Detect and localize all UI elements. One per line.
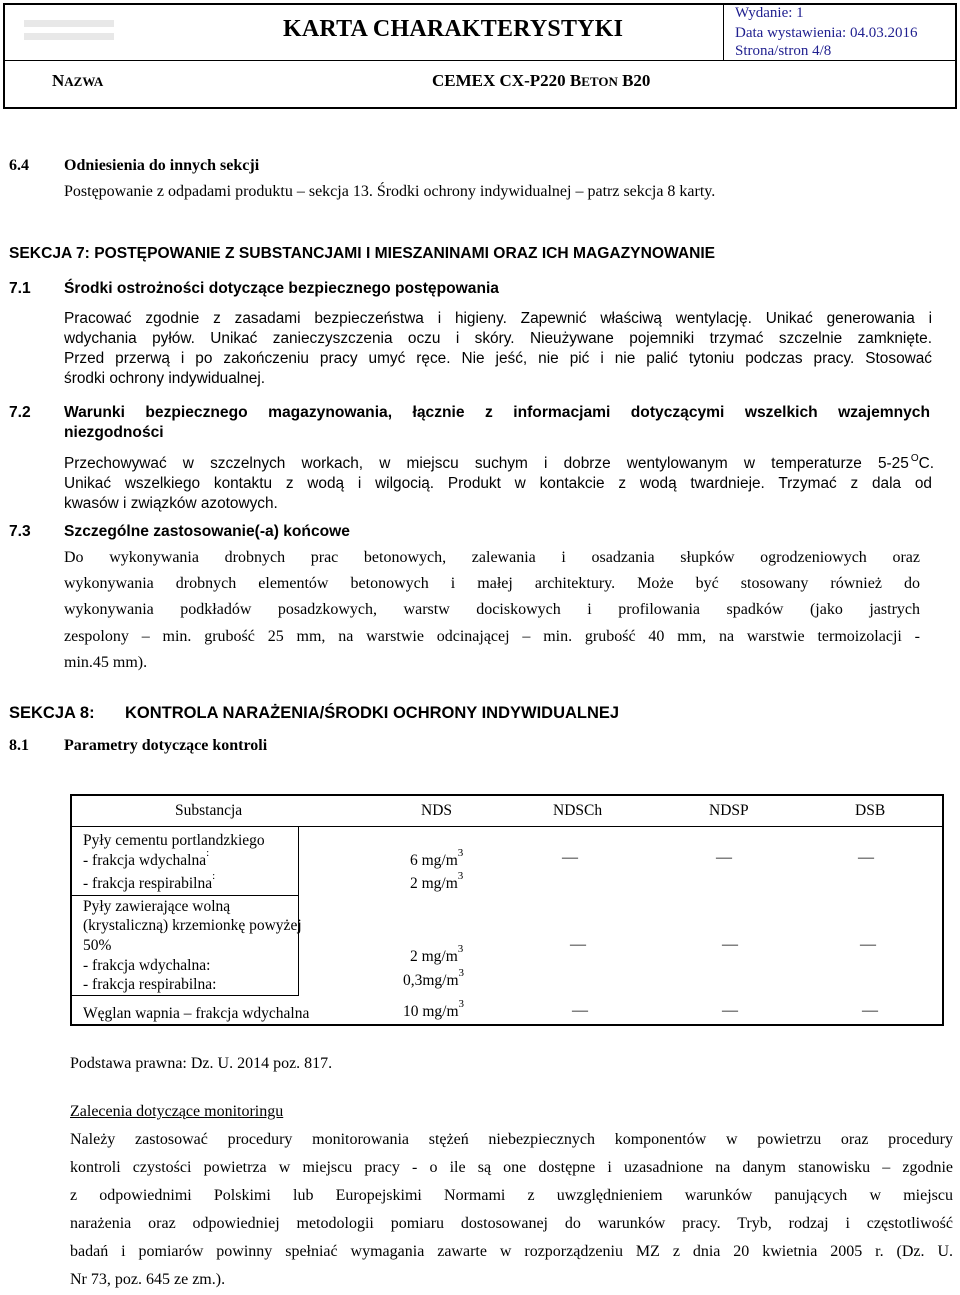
ndsch-value: — [562,849,578,866]
issue-date: Data wystawienia: 04.03.2016 [735,25,918,41]
nds-value: 10 $mg/m^3$ [403,998,465,1020]
substance-fraction: - frakcja respirabilna: [83,870,216,892]
section-8-heading-title: KONTROLA NARAŻENIA/ŚRODKI OCHRONY INDYWIDUALNEJ [125,704,620,722]
monitoring-title: Zalecenia dotyczące monitoringu [70,1103,284,1120]
monitoring-line: narażenia oraz odpowiedniej metodologii pomiaru dostosowanej do warunków pracy. Tryb, rodzaj i częstotliwość [70,1215,953,1232]
monitoring-line: Nr 73, poz. 645 ze zm.). [70,1271,226,1288]
section-7-1-number: 7.1 [9,280,31,297]
section-7-3-line: wykonywania drobnych elementów betonowych i małej architektury. Może być stosowany również do [64,575,920,592]
ndsp-value: — [716,849,732,866]
ndsch-value: — [572,1002,588,1019]
section-8-1-title: Parametry dotyczące kontroli [64,737,268,754]
section-7-2-line: Unikać wszelkiego kontaktu z wodą i wilgocią. Produkt w kontakcie z wodą twardnieje. Trzymać z dala od [64,475,932,492]
table-header-ndsp: NDSP [709,802,749,819]
dsb-value: — [860,936,876,953]
section-7-3-line: wykonywania podkładów posadzkowych, warstw dociskowych i profilowania spadków (jako jastrych [64,601,920,618]
section-8-heading-number: SEKCJA 8: [9,704,95,722]
section-7-1-line: środki ochrony indywidualnej. [64,370,266,387]
section-7-2-title-cont: niezgodności [64,424,164,441]
section-7-2-line: kwasów i związków azotowych. [64,495,278,512]
section-7-3-line: zespolony – min. grubość 25 mm, na warstwie odcinającej – min. grubość 40 mm, na warstwie termoizolacji - [64,628,920,645]
table-header-ndsch: NDSCh [553,802,603,819]
monitoring-line: kontroli czystości powietrza w miejscu pracy - o ile są one dostępne i uzasadnione na danym stanowisku – zgodnie [70,1159,953,1176]
dsb-value: — [862,1002,878,1019]
monitoring-line: z odpowiednimi Polskimi lub Europejskimi Normami z uwzględnieniem warunków panujących w miejscu [70,1187,953,1204]
substance-name: Pyły zawierające wolną [83,898,231,915]
substance-name: 50% [83,937,112,954]
page-number: Strona/stron 4/8 [735,43,832,59]
table-header-dsb: DSB [855,802,886,819]
section-6-4-title: Odniesienia do innych sekcji [64,157,260,174]
section-7-3-number: 7.3 [9,523,31,540]
section-6-4-text: Postępowanie z odpadami produktu – sekcja 13. Środki ochrony indywidualnej – patrz sekcja 8 karty. [64,183,716,200]
section-7-2-title: Warunki bezpiecznego magazynowania, łącznie z informacjami dotyczącymi wszelkich wzajemnych [64,404,930,421]
product-name: CEMEX CX-P220 BETON B20 [432,71,651,90]
ndsch-value: — [570,936,586,953]
nds-value: $0,3mg/m^3$ [403,967,465,989]
company-logo [10,14,130,50]
name-label: NAZWA [52,71,104,90]
dsb-value: — [858,849,874,866]
section-7-heading: SEKCJA 7: POSTĘPOWANIE Z SUBSTANCJAMI I MIESZANINAMI ORAZ ICH MAGAZYNOWANIE [9,245,716,262]
ndsp-value: — [722,1002,738,1019]
substance-fraction: - frakcja respirabilna: [83,976,217,993]
substance-name: Pyły cementu portlandzkiego [83,832,265,849]
legal-basis: Podstawa prawna: Dz. U. 2014 poz. 817. [70,1055,333,1072]
section-7-1-title: Środki ostrożności dotyczące bezpiecznego postępowania [64,280,499,297]
section-7-2-number: 7.2 [9,404,31,421]
nds-value: 6 $mg/m^3$ [410,847,464,869]
section-7-1-line: wdychania pyłów. Unikać zanieczyszczenia oczu i skóry. Nieużywane pojemniki trzymać szczelnie zamknięte. [64,330,932,347]
section-7-3-title: Szczególne zastosowanie(-a) końcowe [64,523,350,540]
monitoring-line: badań i pomiarów powinny spełniać wymagania zawarte w rozporządzeniu MZ z dnia 20 kwietnia 2005 r. (Dz. U. [70,1243,953,1260]
section-7-1-line: Przed przerwą i po zakończeniu pracy umyć ręce. Nie jeść, nie pić i nie palić tytoniu podczas pracy. Stosować [64,350,932,367]
section-8-1-number: 8.1 [9,737,29,754]
substance-name: (krystaliczną) krzemionkę powyżej [83,917,302,934]
section-7-3-line: Do wykonywania drobnych prac betonowych, zalewania i osadzania słupków ogrodzeniowych oraz [64,549,920,566]
document-title: KARTA CHARAKTERYSTYKI [283,16,624,42]
substance-fraction: - frakcja wdychalna: [83,847,210,869]
section-7-2-line: Przechowywać w szczelnych workach, w miejscu suchym i dobrze wentylowanym w temperaturze 5-25 $^O$C. [64,453,934,472]
exposure-limits-table [70,794,944,1026]
table-header-substance: Substancja [175,802,243,819]
table-header-nds: NDS [421,802,453,819]
monitoring-line: Należy zastosować procedury monitorowania stężeń niebezpiecznych komponentów w powietrzu oraz procedury [70,1131,953,1148]
substance-name: Węglan wapnia – frakcja wdychalna [83,1005,310,1022]
ndsp-value: — [722,936,738,953]
issue-number: Wydanie: 1 [735,5,804,21]
section-7-1-line: Pracować zgodnie z zasadami bezpieczeństwa i higieny. Zapewnić właściwą wentylację. Unikać generowania i [64,310,932,327]
section-7-3-line: min.45 mm). [64,654,148,671]
nds-value: 2 $mg/m^3$ [410,870,464,892]
section-6-4-number: 6.4 [9,157,29,174]
substance-fraction: - frakcja wdychalna: [83,957,211,974]
nds-value: 2 $mg/m^3$ [410,943,464,965]
